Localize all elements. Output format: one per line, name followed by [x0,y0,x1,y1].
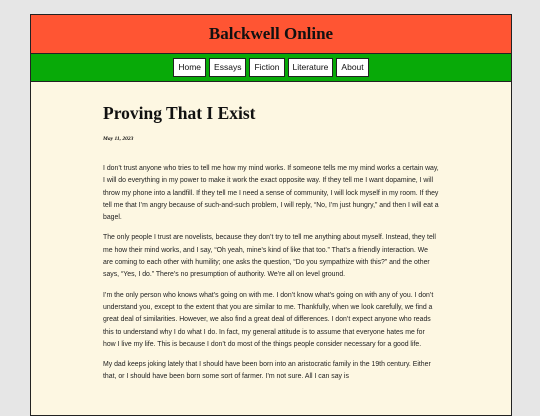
article [103,103,439,392]
article-paragraph: The only people I trust are novelists, because they don’t try to tell me anything about myself. Instead, they tell me how their mind works, and I say, “Oh yeah, mine’s kind of like that too.” That’s a friendly interaction. We are coming to each other with humility; one asks the question, “Do you sympathize with this?” and the other says, “Yes, I do.” There’s no presumption of authority. We’re all on level ground. [103,234,436,279]
nav-literature-link[interactable]: Literature [288,58,334,77]
nav-fiction-link[interactable]: Fiction [249,58,284,77]
page-frame [30,14,512,416]
article-paragraph: My dad keeps joking lately that I should have been born into an aristocratic family in the 19th century. Either that, or I should have been born some sort of farmer. I’m not sure. All I can say is [103,361,431,381]
article-body [103,163,439,384]
article-title: Proving That I Exist [103,103,256,123]
article-paragraph: I don’t trust anyone who tries to tell me how my mind works. If someone tells me my mind works a certain way, I will do everything in my power to make it work the exact opposite way. If they tell me I want dopamine, I will throw my phone into a landfill. If they tell me I need a sense of community, I will lock myself in my room. If they tell me that I’m angry because of such-and-such problem, I will reply, “No, I’m just hungry,” and then I will eat a bagel. [103,165,439,222]
nav-home-link[interactable]: Home [173,58,206,77]
article-date: May 11, 2023 [103,136,134,142]
site-title[interactable]: Balckwell Online [208,24,334,43]
site-header [31,15,511,54]
main-nav [31,54,511,82]
article-paragraph: I’m the only person who knows what’s going on with me. I don’t know what’s going on with any of you. I don’t understand you, except to the extent that you are similar to me. Thankfully, when we look carefully, we find a great deal of similarities. However, we also find a great deal of differences. I don’t expect anyone who reads this to understand why I do what I do. In fact, my general attitude is to assume that everyone hates me for how I live my life. This is because I don’t do most of the things people consider necessary for a good life. [103,291,434,348]
nav-about-link[interactable]: About [336,58,368,77]
nav-essays-link[interactable]: Essays [209,58,246,77]
